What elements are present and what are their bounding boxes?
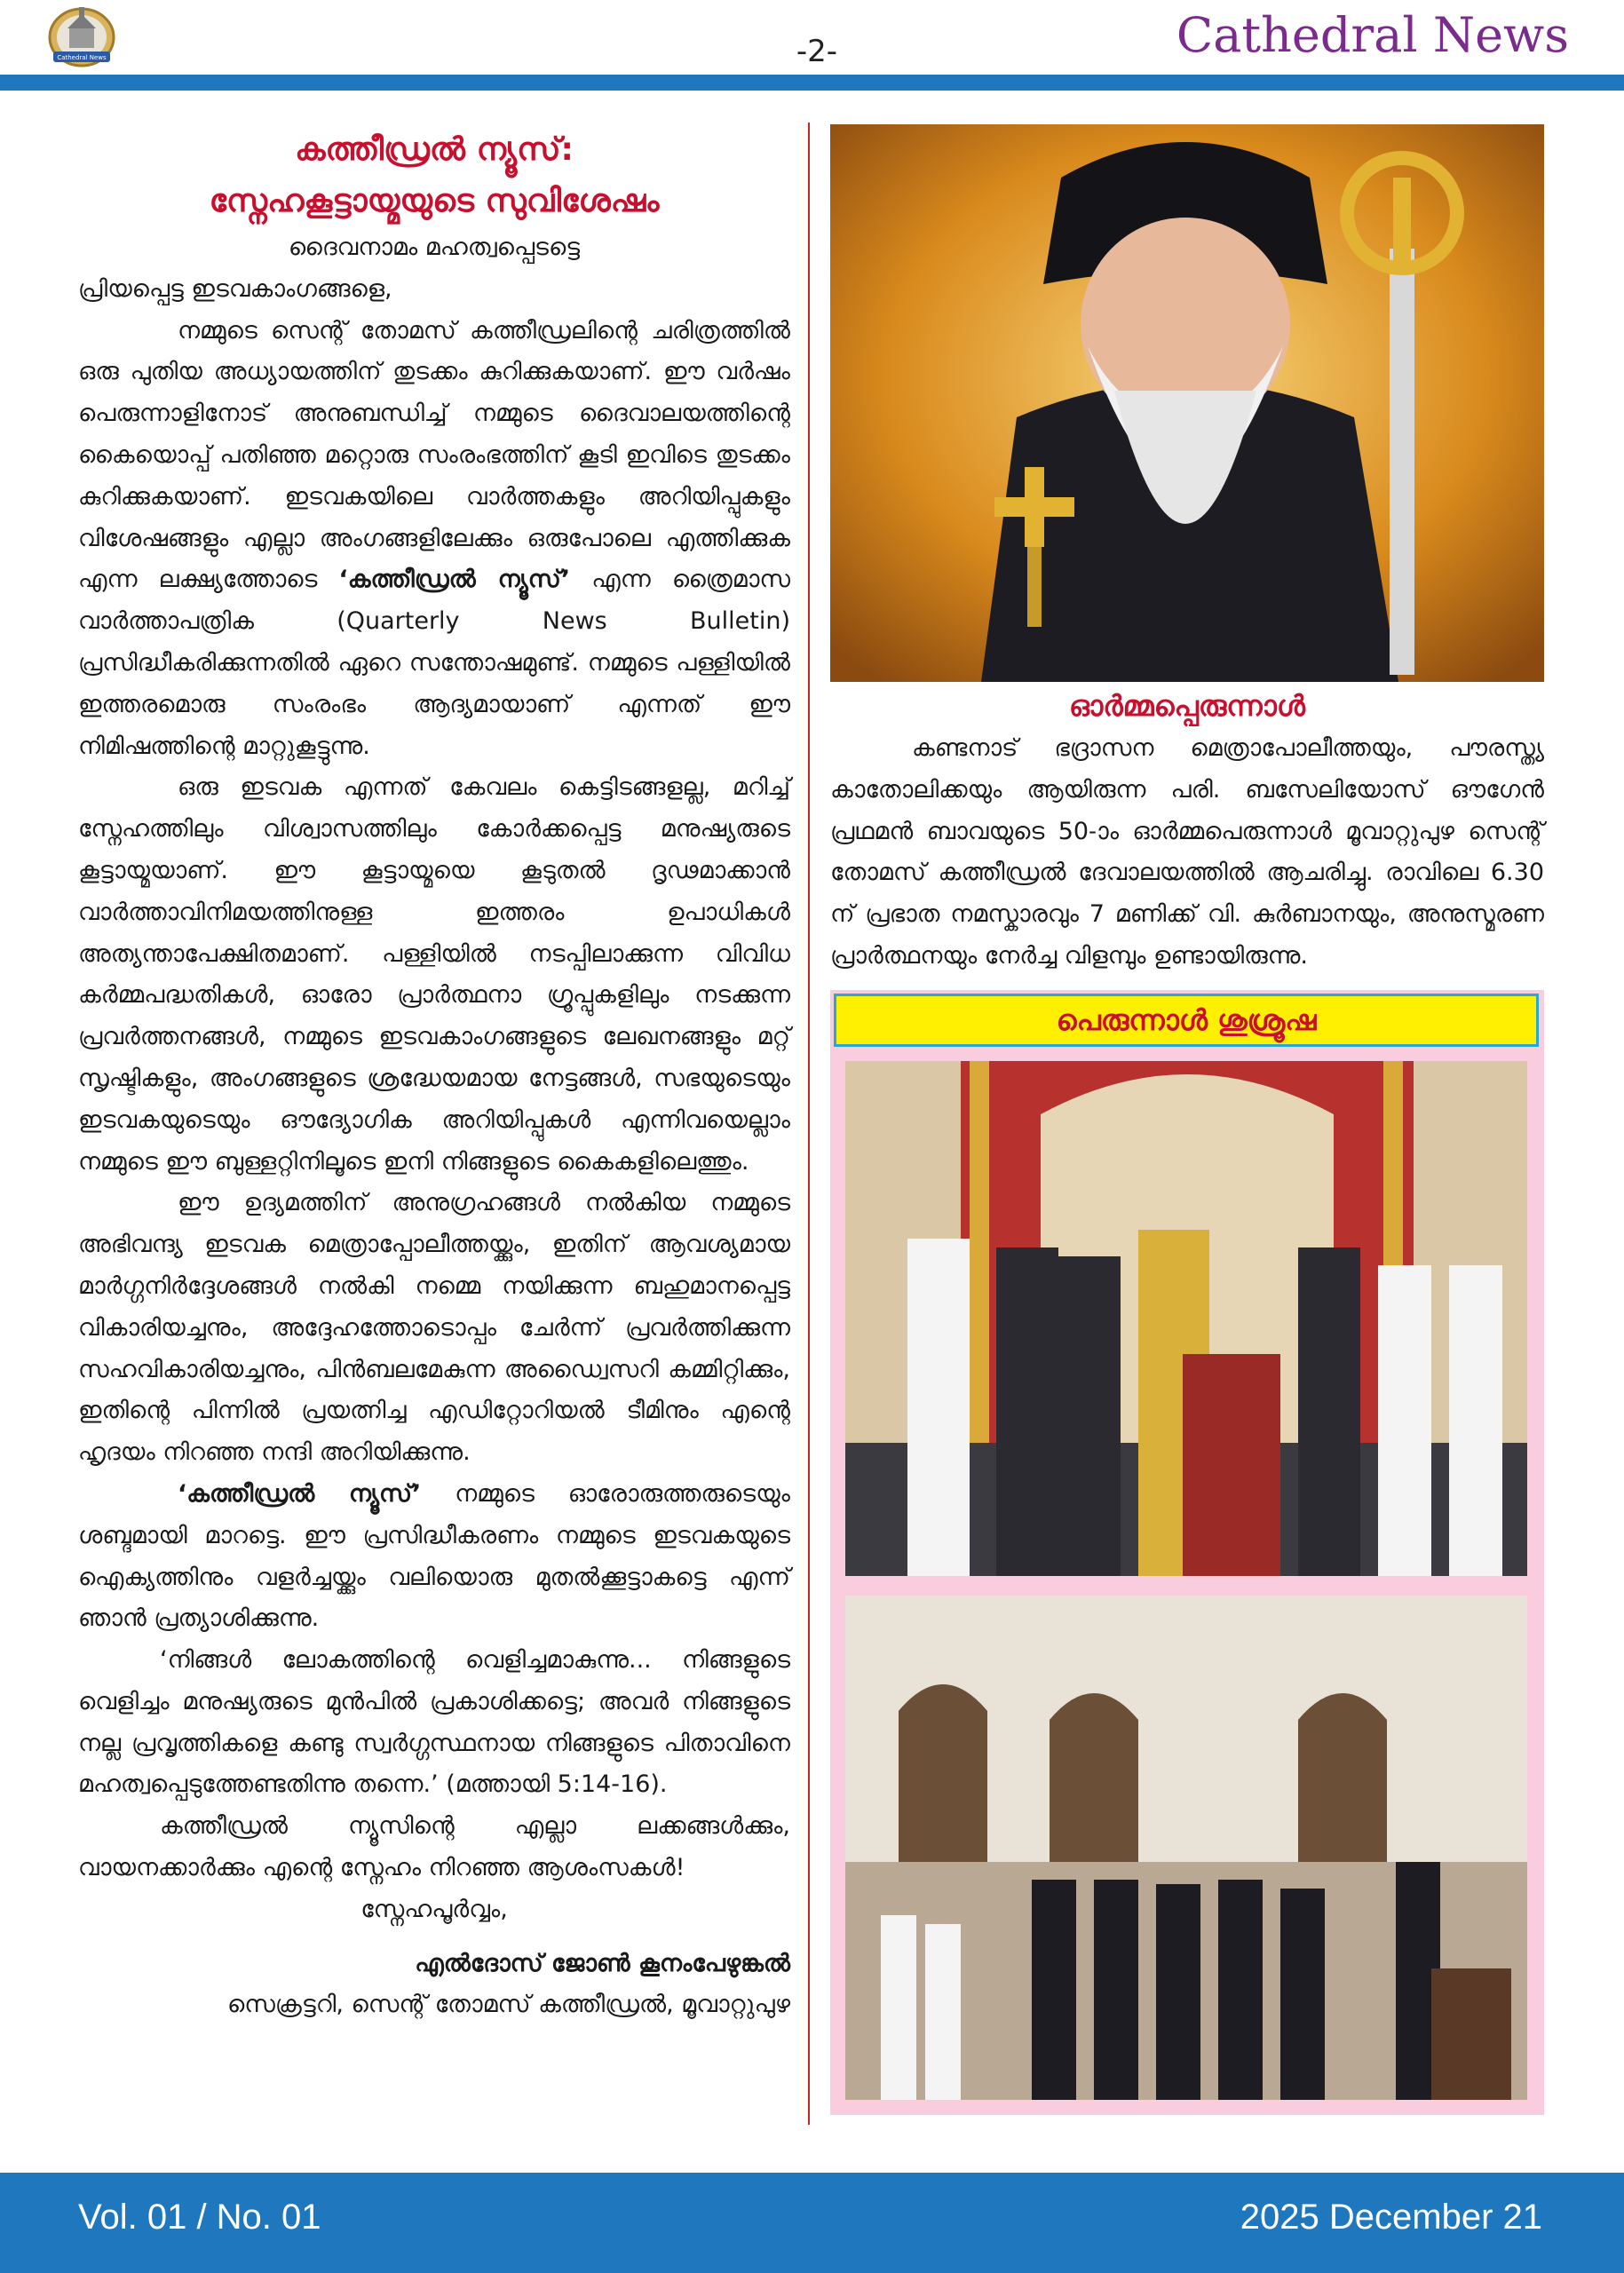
- page-footer: [0, 2173, 1624, 2273]
- header-bar: [0, 75, 1624, 91]
- issue-date: 2025 December 21: [1240, 2198, 1542, 2237]
- paragraph-text: നമ്മുടെ ഓരോരുത്തരുടെയും ശബ്ദമായി മാറട്ടെ. ഈ പ്രസിദ്ധീകരണം നമ്മുടെ ഇടവകയുടെ ഐക്യത്തിനും വളർച്ചയ്ക്കും വലിയൊരു മുതൽക്കൂട്ടാകട്ടെ എന്ന് ഞാൻ പ്രത്യാശിക്കുന്നു.: [78, 1479, 790, 1633]
- volume-number: Vol. 01 / No. 01: [78, 2198, 321, 2237]
- publication-name: ‘കത്തീഡ്രൽ ന്യൂസ്’: [178, 1479, 422, 1508]
- editorial-paragraph: [78, 1474, 790, 1640]
- page-header: [0, 0, 1624, 89]
- news-column: [830, 124, 1544, 2115]
- bible-quote: ‘നിങ്ങൾ ലോകത്തിന്റെ വെളിച്ചമാകുന്നു... നിങ്ങളുടെ വെളിച്ചം മനുഷ്യരുടെ മുൻപിൽ പ്രകാശിക്കട്ടെ; അവർ നിങ്ങളുടെ നല്ല പ്രവൃത്തികളെ കണ്ടു സ്വർഗ്ഗസ്ഥനായ നിങ്ങളുടെ പിതാവിനെ മഹത്വപ്പെടുത്തേണ്ടതിന്നു തന്നെ.’ (മത്തായി 5:14-16).: [78, 1646, 790, 1799]
- page-number: -2-: [796, 34, 838, 69]
- closing: സ്നേഹപൂർവ്വം,: [360, 1895, 508, 1923]
- editorial-paragraph: കത്തീഡ്രൽ ന്യൂസിന്റെ എല്ലാ ലക്കങ്ങൾക്കും, വായനക്കാർക്കും എന്റെ സ്നേഹം നിറഞ്ഞ ആശംസകൾ!: [78, 1812, 790, 1882]
- paragraph-text: നമ്മുടെ സെന്റ് തോമസ് കത്തീഡ്രലിന്റെ ചരിത്രത്തിൽ ഒരു പുതിയ അധ്യായത്തിന് തുടക്കം കുറിക്കുകയാണ്. ഈ വർഷം പെരുന്നാളിനോട് അനുബന്ധിച്ച് നമ്മുടെ ദൈവാലയത്തിന്റെ കൈയൊപ്പ് പതിഞ്ഞ മറ്റൊരു സംരംഭത്തിന് കൂടി ഇവിടെ തുടക്കം കുറിക്കുകയാണ്. ഇടവകയിലെ വാർത്തകളും അറിയിപ്പുകളും വിശേഷങ്ങളും എല്ലാ അംഗങ്ങളിലേക്കും ഒരുപോലെ എത്തിക്കുക എന്ന ലക്ഷ്യത്തോടെ: [78, 316, 790, 594]
- memorial-paragraph: കണ്ടനാട് ഭദ്രാസന മെത്രാപോലീത്തയും, പൗരസ്ത്യ കാതോലിക്കയും ആയിരുന്ന പരി. ബസേലിയോസ് ഔഗേൻ പ്രഥമൻ ബാവയുടെ 50-ാം ഓർമ്മപെരുന്നാൾ മൂവാറ്റുപുഴ സെന്റ് തോമസ് കത്തീഡ്രൽ ദേവാലയത്തിൽ ആചരിച്ചു. രാവിലെ 6.30 ന് പ്രഭാത നമസ്കാരവും 7 മണിക്ക് വി. കുർബാനയും, അനുസ്മരണ പ്രാർത്ഥനയും നേർച്ച വിളമ്പും ഉണ്ടായിരുന്നു.: [830, 734, 1544, 970]
- greeting: ദൈവനാമം മഹത്വപ്പെടട്ടെ: [288, 234, 581, 261]
- signature-name: എൽദോസ് ജോൺ കൂനംപേഴുങ്കൽ: [415, 1949, 790, 1977]
- editorial-paragraph: ഈ ഉദ്യമത്തിന് അനുഗ്രഹങ്ങൾ നൽകിയ നമ്മുടെ അഭിവന്ദ്യ ഇടവക മെത്രാപ്പോലീത്തയ്ക്കും, ഇതിന് ആവശ്യമായ മാർഗ്ഗനിർദ്ദേശങ്ങൾ നൽകി നമ്മെ നയിക്കുന്ന ബഹുമാനപ്പെട്ട വികാരിയച്ചനും, അദ്ദേഹത്തോടൊപ്പം ചേർന്ന് പ്രവർത്തിക്കുന്ന സഹവികാരിയച്ചനും, പിൻബലമേകുന്ന അഡ്വൈസറി കമ്മിറ്റിക്കും, ഇതിന്റെ പിന്നിൽ പ്രയത്നിച്ച എഡിറ്റോറിയൽ ടീമിനും എന്റെ ഹൃദയം നിറഞ്ഞ നന്ദി അറിയിക്കുന്നു.: [78, 1189, 790, 1467]
- salutation: പ്രിയപ്പെട്ട ഇടവകാംഗങ്ങളെ,: [78, 274, 392, 303]
- altar-service-photo: [845, 1061, 1527, 1576]
- editorial-column: [78, 124, 790, 2026]
- signature-title: സെക്രട്ടറി, സെന്റ് തോമസ് കത്തീഡ്രൽ, മൂവാറ്റുപുഴ: [227, 1991, 790, 2019]
- editorial-title-line2: സ്നേഹകൂട്ടായ്മയുടെ സുവിശേഷം: [209, 183, 660, 219]
- feast-banner: പെരുന്നാൾ ശുശ്രൂഷ: [834, 994, 1539, 1047]
- cathedral-logo: [44, 2, 120, 68]
- congregation-photo: [845, 1596, 1527, 2100]
- bishop-portrait-image: [830, 124, 1544, 682]
- editorial-title-line1: കത്തീഡ്രൽ ന്യൂസ്:: [295, 131, 574, 168]
- publication-name: ‘കത്തീഡ്രൽ ന്യൂസ്’: [338, 566, 571, 594]
- logo-text: Cathedral News: [57, 54, 107, 61]
- feast-section: [830, 990, 1544, 2115]
- paragraph-text: എന്ന ത്രൈമാസ വാർത്താപത്രിക (Quarterly News Bulletin) പ്രസിദ്ധീകരിക്കുന്നതിൽ ഏറെ സന്തോഷമുണ്ട്. നമ്മുടെ പള്ളിയിൽ ഇത്തരമൊരു സംരംഭം ആദ്യമായാണ് എന്നത് ഈ നിമിഷത്തിന്റെ മാറ്റുകൂട്ടുന്നു.: [78, 566, 790, 760]
- editorial-paragraph: [78, 311, 790, 768]
- editorial-paragraph: ഒരു ഇടവക എന്നത് കേവലം കെട്ടിടങ്ങളല്ല, മറിച്ച് സ്നേഹത്തിലും വിശ്വാസത്തിലും കോർക്കപ്പെട്ട മനുഷ്യരുടെ കൂട്ടായ്മയാണ്. ഈ കൂട്ടായ്മയെ കൂടുതൽ ദൃഢമാക്കാൻ വാർത്താവിനിമയത്തിനുള്ള ഇത്തരം ഉപാധികൾ അത്യന്താപേക്ഷിതമാണ്. പള്ളിയിൽ നടപ്പിലാക്കുന്ന വിവിധ കർമ്മപദ്ധതികൾ, ഓരോ പ്രാർത്ഥനാ ഗ്രൂപ്പുകളിലും നടക്കുന്ന പ്രവർത്തനങ്ങൾ, നമ്മുടെ ഇടവകാംഗങ്ങളുടെ ലേഖനങ്ങളും മറ്റ് സൃഷ്ടികളും, അംഗങ്ങളുടെ ശ്രദ്ധേയമായ നേട്ടങ്ങൾ, സഭയുടെയും ഇടവകയുടെയും ഔദ്യോഗിക അറിയിപ്പുകൾ എന്നിവയെല്ലാം നമ്മുടെ ഈ ബുള്ളറ്റിനിലൂടെ ഇനി നിങ്ങളുടെ കൈകളിലെത്തും.: [78, 773, 790, 1176]
- masthead-title: Cathedral News: [1176, 7, 1569, 63]
- memorial-title: ഓർമ്മപ്പെരുന്നാൾ: [1069, 689, 1305, 723]
- column-divider: [808, 123, 810, 2125]
